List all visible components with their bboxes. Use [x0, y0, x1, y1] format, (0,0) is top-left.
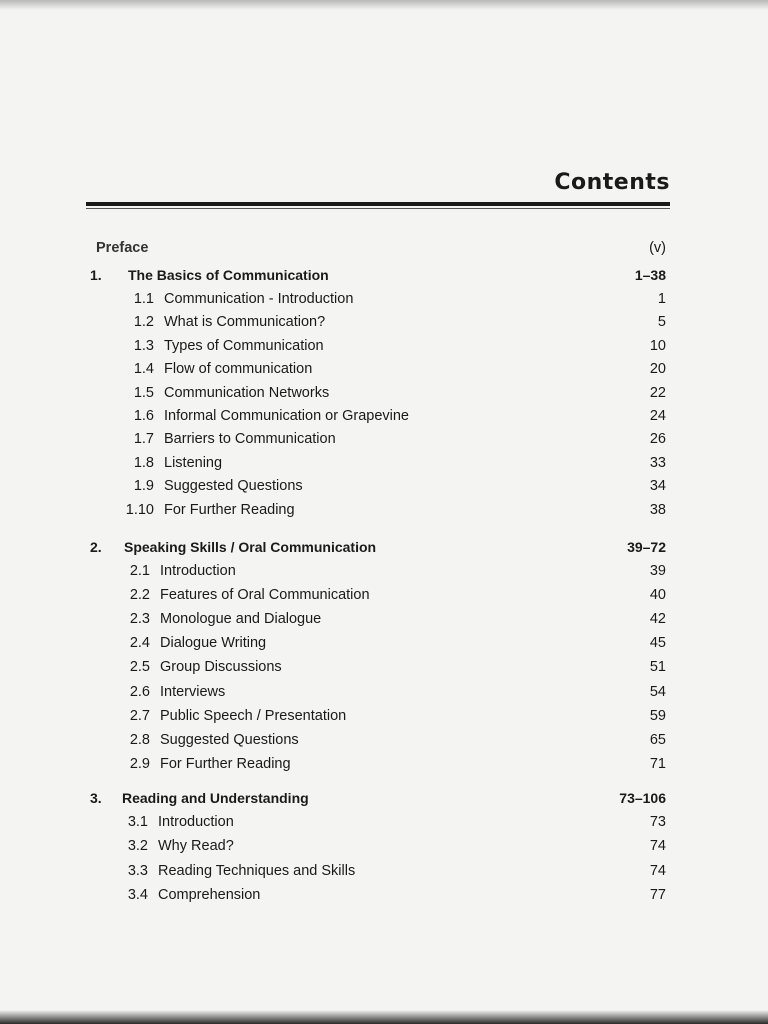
- section-page: 26: [649, 431, 666, 447]
- toc-preface-row: [0, 237, 768, 259]
- toc-chapter-row: [0, 536, 768, 558]
- section-number: 3.2: [127, 838, 148, 854]
- section-title: What is Communication?: [164, 314, 326, 330]
- section-title: Communication Networks: [164, 385, 330, 401]
- toc-section-row: [0, 335, 768, 357]
- section-number: 2.5: [129, 659, 150, 675]
- section-number: 2.2: [129, 587, 150, 603]
- section-title: For Further Reading: [164, 502, 295, 518]
- section-page: 34: [649, 478, 666, 494]
- section-page: 10: [649, 338, 666, 354]
- section-page: 73: [649, 814, 666, 830]
- toc-section-row: [0, 405, 768, 427]
- section-page: 1: [657, 291, 666, 307]
- section-number: 2.7: [129, 708, 150, 724]
- section-title: Introduction: [160, 563, 236, 579]
- section-page: 77: [649, 887, 666, 903]
- section-number: 1.5: [133, 385, 154, 401]
- chapter-number: 2.: [90, 539, 102, 555]
- preface-label: Preface: [96, 240, 149, 256]
- chapter-pages: 1–38: [634, 267, 666, 283]
- section-number: 2.8: [129, 732, 150, 748]
- section-number: 1.4: [133, 361, 154, 377]
- section-title: Public Speech / Presentation: [160, 708, 347, 724]
- toc-chapter-row: [0, 787, 768, 809]
- section-title: Types of Communication: [164, 338, 324, 354]
- toc-section-row: [0, 560, 768, 582]
- toc-section-row: [0, 632, 768, 654]
- section-title: Barriers to Communication: [164, 431, 336, 447]
- section-title: Interviews: [160, 684, 226, 700]
- section-page: 51: [649, 659, 666, 675]
- section-page: 71: [649, 756, 666, 772]
- toc-section-row: [0, 753, 768, 775]
- chapter-number: 1.: [90, 267, 102, 283]
- section-page: 54: [649, 684, 666, 700]
- section-title: Suggested Questions: [160, 732, 299, 748]
- toc-section-row: [0, 835, 768, 857]
- section-page: 5: [657, 314, 666, 330]
- section-page: 40: [649, 587, 666, 603]
- toc-section-row: [0, 608, 768, 630]
- section-number: 2.3: [129, 611, 150, 627]
- section-page: 74: [649, 838, 666, 854]
- section-title: Communication - Introduction: [164, 291, 354, 307]
- section-title: Features of Oral Communication: [160, 587, 370, 603]
- section-title: Group Discussions: [160, 659, 282, 675]
- section-page: 20: [649, 361, 666, 377]
- section-page: 59: [649, 708, 666, 724]
- section-title: For Further Reading: [160, 756, 291, 772]
- section-page: 74: [649, 863, 666, 879]
- section-page: 33: [649, 455, 666, 471]
- section-number: 3.1: [127, 814, 148, 830]
- chapter-title: Speaking Skills / Oral Communication: [124, 539, 377, 555]
- toc-section-row: [0, 705, 768, 727]
- section-title: Why Read?: [158, 838, 234, 854]
- section-page: 65: [649, 732, 666, 748]
- section-title: Suggested Questions: [164, 478, 303, 494]
- section-page: 39: [649, 563, 666, 579]
- section-number: 2.9: [129, 756, 150, 772]
- section-number: 2.4: [129, 635, 150, 651]
- section-number: 1.9: [133, 478, 154, 494]
- toc-section-row: [0, 499, 768, 521]
- section-number: 1.10: [125, 502, 154, 518]
- section-page: 45: [649, 635, 666, 651]
- toc-section-row: [0, 729, 768, 751]
- chapter-title: Reading and Understanding: [122, 790, 309, 806]
- toc-section-row: [0, 288, 768, 310]
- toc-section-row: [0, 656, 768, 678]
- section-title: Dialogue Writing: [160, 635, 267, 651]
- section-title: Introduction: [158, 814, 234, 830]
- chapter-pages: 39–72: [627, 539, 666, 555]
- chapter-pages: 73–106: [619, 790, 666, 806]
- section-number: 1.6: [133, 408, 154, 424]
- toc-section-row: [0, 811, 768, 833]
- section-number: 1.3: [133, 338, 154, 354]
- section-number: 1.1: [133, 291, 154, 307]
- section-title: Flow of communication: [164, 361, 313, 377]
- toc-section-row: [0, 311, 768, 333]
- section-page: 38: [649, 502, 666, 518]
- preface-page: (v): [649, 240, 666, 256]
- section-number: 2.1: [129, 563, 150, 579]
- section-title: Monologue and Dialogue: [160, 611, 322, 627]
- section-title: Listening: [164, 455, 223, 471]
- page-bottom-edge: [0, 1010, 768, 1024]
- page-title: Contents: [554, 170, 670, 195]
- section-title: Reading Techniques and Skills: [158, 863, 356, 879]
- chapter-number: 3.: [90, 790, 102, 806]
- toc-section-row: [0, 681, 768, 703]
- section-number: 1.8: [133, 455, 154, 471]
- toc-section-row: [0, 428, 768, 450]
- toc-section-row: [0, 584, 768, 606]
- section-number: 2.6: [129, 684, 150, 700]
- section-page: 24: [649, 408, 666, 424]
- toc-section-row: [0, 382, 768, 404]
- toc-section-row: [0, 475, 768, 497]
- section-number: 1.2: [133, 314, 154, 330]
- section-title: Informal Communication or Grapevine: [164, 408, 409, 424]
- section-page: 22: [649, 385, 666, 401]
- toc-chapter-row: [0, 264, 768, 286]
- toc-section-row: [0, 860, 768, 882]
- toc-section-row: [0, 358, 768, 380]
- chapter-title: The Basics of Communication: [128, 267, 329, 283]
- section-title: Comprehension: [158, 887, 261, 903]
- section-number: 3.4: [127, 887, 148, 903]
- toc-section-row: [0, 452, 768, 474]
- toc-section-row: [0, 884, 768, 906]
- section-page: 42: [649, 611, 666, 627]
- section-number: 3.3: [127, 863, 148, 879]
- section-number: 1.7: [133, 431, 154, 447]
